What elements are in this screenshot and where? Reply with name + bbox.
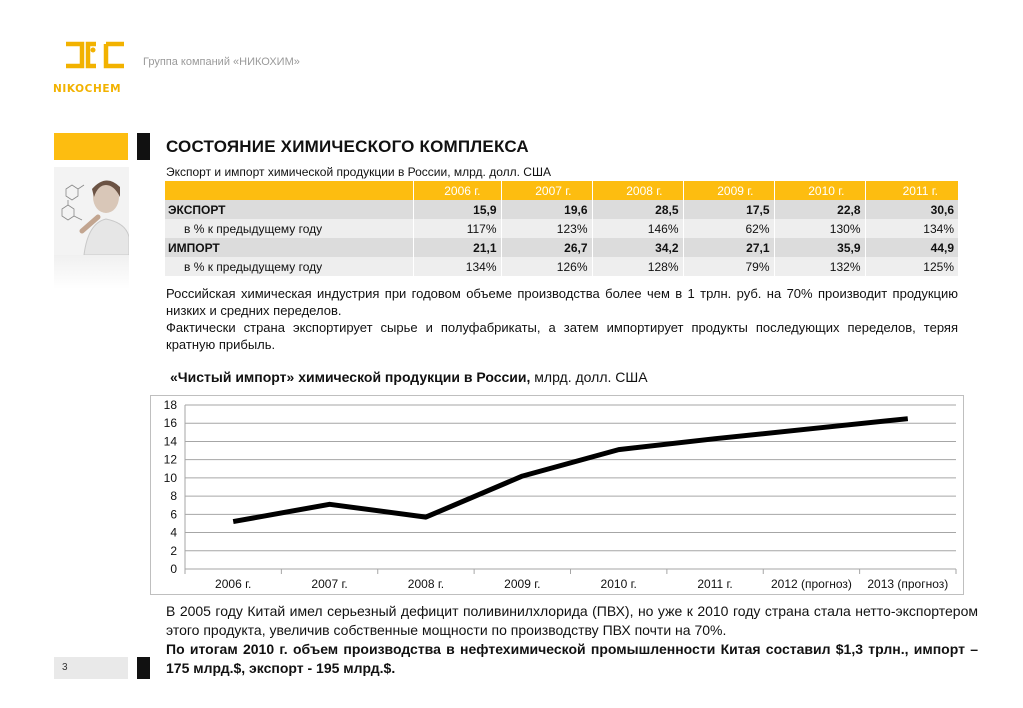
y-tick-label: 8 xyxy=(170,489,177,504)
row-label: в % к предыдущему году xyxy=(165,257,413,276)
page-title: СОСТОЯНИЕ ХИМИЧЕСКОГО КОМПЛЕКСА xyxy=(166,137,529,156)
table-row-export xyxy=(165,200,958,219)
page-number: 3 xyxy=(62,662,68,673)
table-caption: Экспорт и импорт химической продукции в России, млрд. долл. США xyxy=(166,165,551,179)
chart-title-units: млрд. долл. США xyxy=(530,369,648,385)
x-tick-label: 2007 г. xyxy=(311,577,348,591)
row-label: в % к предыдущему году xyxy=(165,219,413,238)
table-row-export-pct xyxy=(165,219,958,238)
table-row-import xyxy=(165,238,958,257)
net-import-line xyxy=(233,419,908,522)
chemist-photo xyxy=(54,167,129,255)
x-tick-label: 2011 г. xyxy=(697,577,733,591)
year-header: 2007 г. xyxy=(501,181,592,200)
table-cell: 28,5 xyxy=(592,200,683,219)
header-accent-bar xyxy=(54,133,128,160)
footer-black-mark xyxy=(137,657,150,679)
y-tick-label: 0 xyxy=(170,562,177,576)
year-header: 2009 г. xyxy=(683,181,774,200)
table-header-blank xyxy=(165,181,413,200)
table-cell: 22,8 xyxy=(774,200,865,219)
table-row-import-pct xyxy=(165,257,958,276)
industry-paragraph xyxy=(166,285,958,353)
y-tick-label: 16 xyxy=(163,416,177,431)
table-cell: 27,1 xyxy=(683,238,774,257)
export-import-table xyxy=(165,181,958,276)
year-header: 2011 г. xyxy=(865,181,958,200)
table-cell: 128% xyxy=(592,257,683,276)
y-tick-label: 6 xyxy=(170,507,177,522)
table-cell: 123% xyxy=(501,219,592,238)
y-tick-label: 10 xyxy=(163,470,177,485)
table-cell: 125% xyxy=(865,257,958,276)
x-tick-label: 2009 г. xyxy=(504,577,541,591)
table-cell: 117% xyxy=(413,219,501,238)
y-tick-label: 12 xyxy=(163,452,177,467)
table-cell: 134% xyxy=(413,257,501,276)
table-cell: 134% xyxy=(865,219,958,238)
y-tick-label: 14 xyxy=(163,434,177,449)
table-cell: 130% xyxy=(774,219,865,238)
x-tick-label: 2006 г. xyxy=(215,577,252,591)
company-name: Группа компаний «НИКОХИМ» xyxy=(143,56,300,68)
x-tick-label: 2012 (прогноз) xyxy=(770,577,852,591)
china-paragraph xyxy=(166,602,978,678)
china-text: В 2005 году Китай имел серьезный дефицит поливинилхлорида (ПВХ), но уже к 2010 году страна стала нетто-экспортером этого продукта, увеличив собственные мощности по производству ПВХ почти на 70%. xyxy=(166,603,978,638)
year-header: 2006 г. xyxy=(413,181,501,200)
x-tick-label: 2013 (прогноз) xyxy=(867,577,949,591)
table-cell: 17,5 xyxy=(683,200,774,219)
year-header: 2010 г. xyxy=(774,181,865,200)
china-text-bold: По итогам 2010 г. объем производства в нефтехимической промышленности Китая составил $1,3 трлн., импорт – 175 млрд.$, экспорт - 195 млрд.$. xyxy=(166,641,978,676)
year-header: 2008 г. xyxy=(592,181,683,200)
table-header-row xyxy=(165,181,958,200)
table-cell: 34,2 xyxy=(592,238,683,257)
paragraph-line: Фактически страна экспортирует сырье и полуфабрикаты, а затем импортирует продукты последующих переделов, теряя кратную прибыль. xyxy=(166,320,958,352)
table-cell: 126% xyxy=(501,257,592,276)
y-tick-label: 18 xyxy=(163,398,177,412)
table-cell: 146% xyxy=(592,219,683,238)
table-cell: 62% xyxy=(683,219,774,238)
net-import-chart xyxy=(150,395,964,595)
table-cell: 35,9 xyxy=(774,238,865,257)
table-cell: 132% xyxy=(774,257,865,276)
header-black-mark xyxy=(137,133,150,160)
chart-title-bold: «Чистый импорт» химической продукции в России, xyxy=(170,369,531,385)
photo-reflection xyxy=(54,255,129,289)
logo-text: NIKOCHEM xyxy=(53,83,122,95)
table-cell: 21,1 xyxy=(413,238,501,257)
table-cell: 44,9 xyxy=(865,238,958,257)
row-label: ИМПОРТ xyxy=(165,238,413,257)
x-tick-label: 2010 г. xyxy=(600,577,637,591)
table-cell: 19,6 xyxy=(501,200,592,219)
y-tick-label: 4 xyxy=(170,525,177,540)
table-cell: 79% xyxy=(683,257,774,276)
y-tick-label: 2 xyxy=(170,543,177,558)
x-tick-label: 2008 г. xyxy=(407,577,445,591)
row-label: ЭКСПОРТ xyxy=(165,200,413,219)
table-cell: 26,7 xyxy=(501,238,592,257)
table-cell: 15,9 xyxy=(413,200,501,219)
paragraph-line: Российская химическая индустрия при годовом объеме производства более чем в 1 трлн. руб. на 70% производит продукцию низких и средних переделов. xyxy=(166,286,958,318)
chart-title xyxy=(170,369,648,385)
table-cell: 30,6 xyxy=(865,200,958,219)
